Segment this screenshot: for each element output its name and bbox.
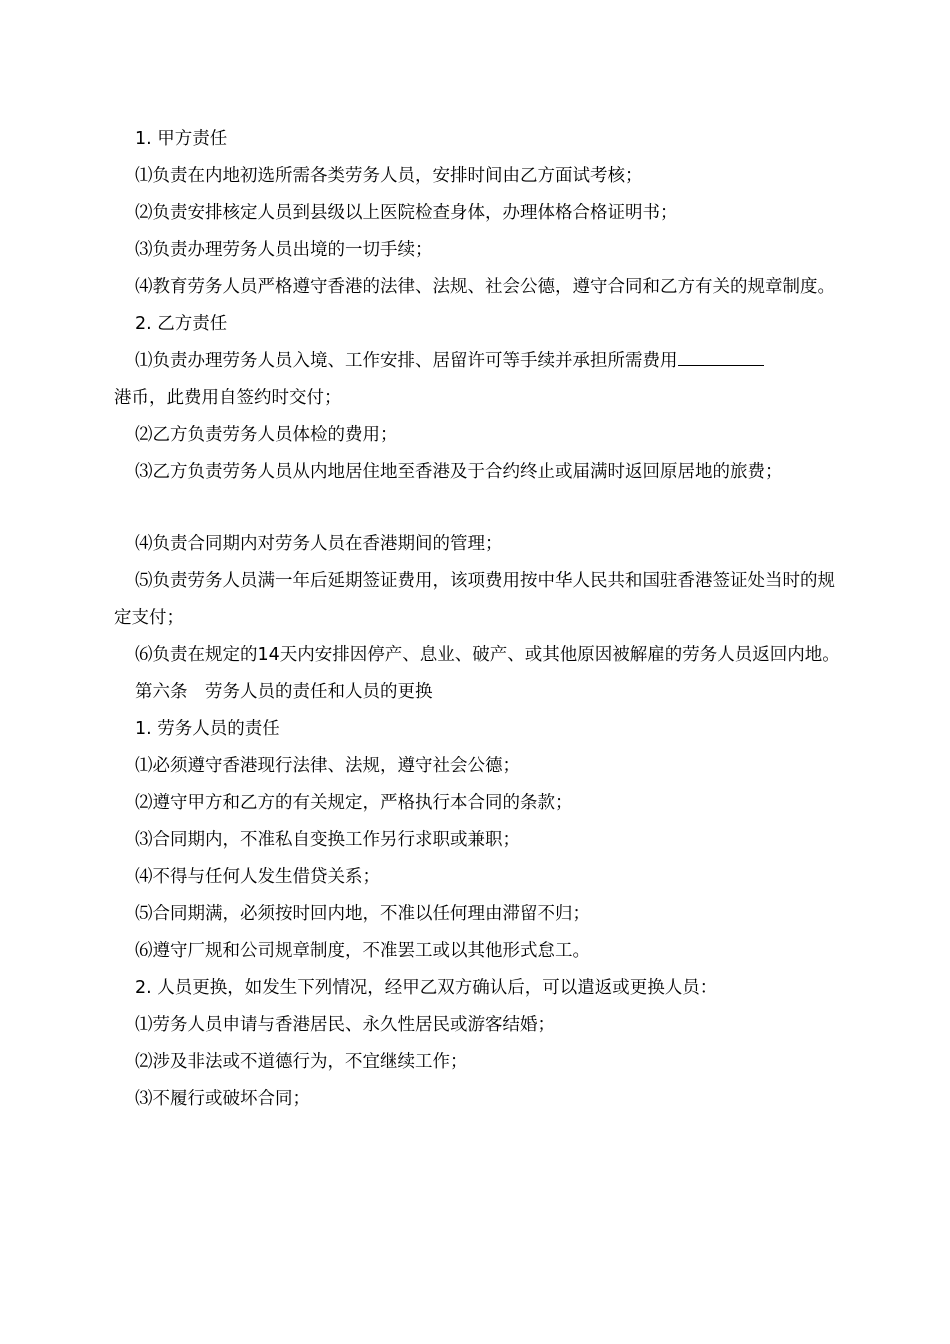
paragraph-continuation: 港币，此费用自签约时交付；	[114, 388, 342, 408]
paragraph: ⑹负责在规定的14天内安排因停产、息业、破产、或其他原因被解雇的劳务人员返回内地。	[135, 645, 840, 665]
paragraph: ⑶乙方负责劳务人员从内地居住地至香港及于合约终止或届满时返回原居地的旅费；	[135, 462, 783, 482]
paragraph: ⑴必须遵守香港现行法律、法规，遵守社会公德；	[135, 756, 520, 776]
paragraph: ⑹遵守厂规和公司规章制度，不准罢工或以其他形式怠工。	[135, 941, 590, 961]
paragraph: ⑷不得与任何人发生借贷关系；	[135, 867, 380, 887]
paragraph: ⑷负责合同期内对劳务人员在香港期间的管理；	[135, 534, 503, 554]
paragraph: ⑵乙方负责劳务人员体检的费用；	[135, 425, 398, 445]
section-heading-replacement: 2. 人员更换，如发生下列情况，经甲乙双方确认后，可以遣返或更换人员：	[135, 978, 718, 998]
article-heading: 第六条 劳务人员的责任和人员的更换	[135, 682, 433, 702]
paragraph: ⑴负责在内地初选所需各类劳务人员，安排时间由乙方面试考核；	[135, 166, 643, 186]
paragraph: ⑸合同期满，必须按时回内地，不准以任何理由滞留不归；	[135, 904, 590, 924]
paragraph: ⑶合同期内，不准私自变换工作另行求职或兼职；	[135, 830, 520, 850]
section-heading-party-a: 1. 甲方责任	[135, 129, 228, 149]
document-body	[114, 121, 844, 1118]
paragraph: ⑴劳务人员申请与香港居民、永久性居民或游客结婚；	[135, 1015, 555, 1035]
fill-in-blank	[678, 347, 764, 366]
section-heading-party-b: 2. 乙方责任	[135, 314, 228, 334]
paragraph: ⑷教育劳务人员严格遵守香港的法律、法规、社会公德，遵守合同和乙方有关的规章制度。	[135, 277, 835, 297]
section-heading-worker: 1. 劳务人员的责任	[135, 719, 280, 739]
paragraph: ⑵负责安排核定人员到县级以上医院检查身体，办理体格合格证明书；	[135, 203, 678, 223]
paragraph-text: ⑴负责办理劳务人员入境、工作安排、居留许可等手续并承担所需费用	[135, 351, 678, 371]
paragraph: ⑵涉及非法或不道德行为，不宜继续工作；	[135, 1052, 468, 1072]
paragraph: ⑵遵守甲方和乙方的有关规定，严格执行本合同的条款；	[135, 793, 573, 813]
paragraph: ⑶负责办理劳务人员出境的一切手续；	[135, 240, 433, 260]
paragraph: ⑸负责劳务人员满一年后延期签证费用，该项费用按中华人民共和国驻香港签证处当时的规定支付；	[114, 571, 835, 628]
paragraph: ⑶不履行或破坏合同；	[135, 1089, 310, 1109]
paragraph-with-blank	[114, 343, 844, 380]
